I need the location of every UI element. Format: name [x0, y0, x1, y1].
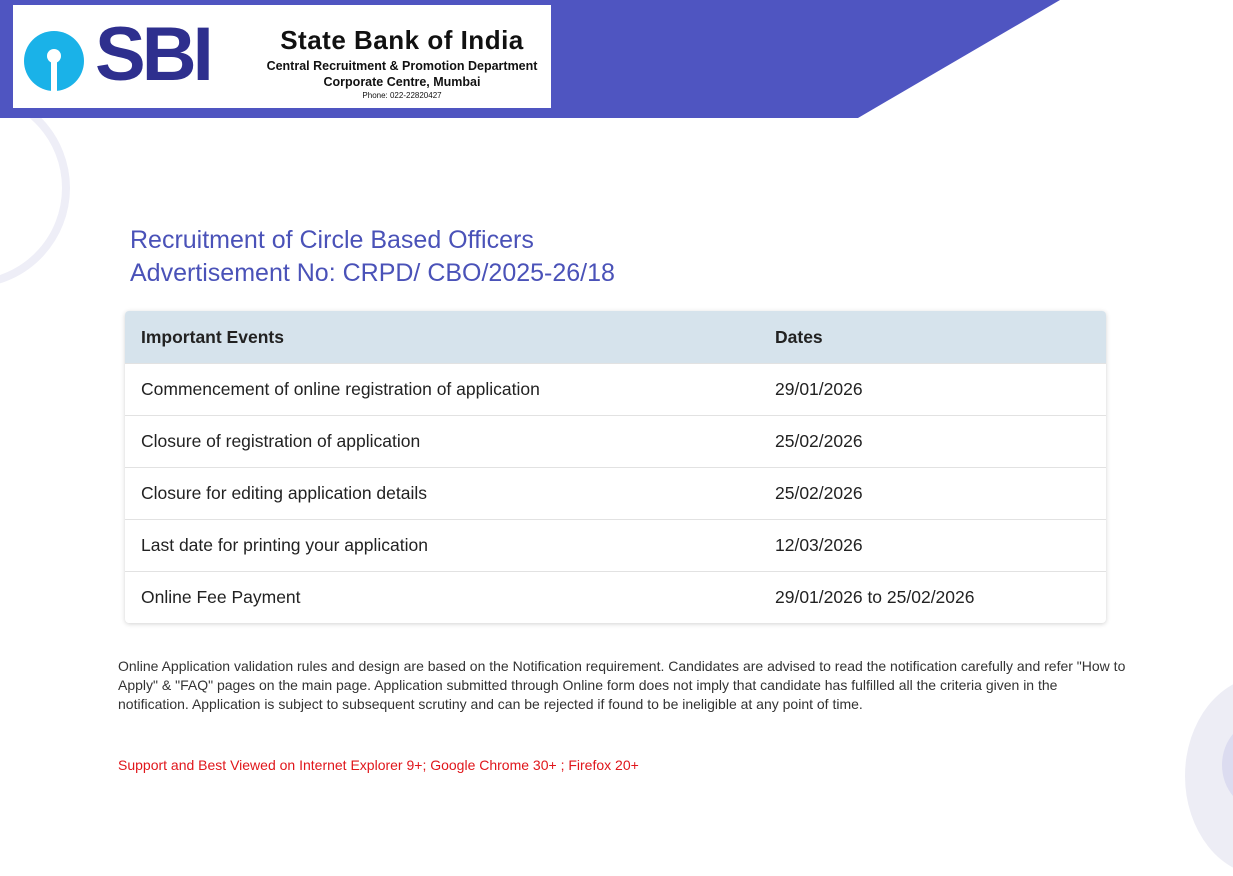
- browser-support-note: Support and Best Viewed on Internet Explorer 9+; Google Chrome 30+ ; Firefox 20+: [118, 757, 639, 773]
- table-row: [125, 572, 1106, 624]
- sbi-logo-text: SBI: [95, 12, 210, 97]
- sbi-emblem-icon: [20, 27, 88, 95]
- event-name: Last date for printing your application: [125, 520, 775, 572]
- bank-phone: Phone: 022-22820427: [362, 91, 442, 100]
- sbi-logo-card: [13, 5, 551, 108]
- table-header-row: [125, 311, 1106, 364]
- table-row: [125, 416, 1106, 468]
- decorative-circle-left: [0, 88, 70, 288]
- event-date: 29/01/2026: [775, 364, 1106, 416]
- application-notice: Online Application validation rules and design are based on the Notification requirement. Candidates are advised to read the notification carefully and refer "How to Apply" & "FAQ" pages on the main page. Application submitted through Online form does not imply that candidate has fulfilled all the criteria given in the notification. Application is subject to subsequent scrutiny and can be rejected if found to be ineligible at any point of time.: [118, 658, 1126, 712]
- column-header-events: Important Events: [125, 311, 775, 364]
- event-date: 25/02/2026: [775, 416, 1106, 468]
- bank-department: Central Recruitment & Promotion Department: [266, 59, 538, 73]
- bank-name: State Bank of India: [280, 25, 524, 55]
- bank-centre: Corporate Centre, Mumbai: [323, 75, 481, 89]
- important-events-table: [125, 311, 1106, 623]
- table-row: [125, 364, 1106, 416]
- event-name: Commencement of online registration of application: [125, 364, 775, 416]
- page-heading: [130, 224, 615, 290]
- event-name: Closure for editing application details: [125, 468, 775, 520]
- event-date: 29/01/2026 to 25/02/2026: [775, 572, 1106, 624]
- event-name: Closure of registration of application: [125, 416, 775, 468]
- column-header-dates: Dates: [775, 311, 1106, 364]
- table-row: [125, 520, 1106, 572]
- table-row: [125, 468, 1106, 520]
- recruitment-title: Recruitment of Circle Based Officers: [130, 226, 534, 254]
- event-date: 12/03/2026: [775, 520, 1106, 572]
- event-name: Online Fee Payment: [125, 572, 775, 624]
- event-date: 25/02/2026: [775, 468, 1106, 520]
- advertisement-number: Advertisement No: CRPD/ CBO/2025-26/18: [130, 259, 615, 287]
